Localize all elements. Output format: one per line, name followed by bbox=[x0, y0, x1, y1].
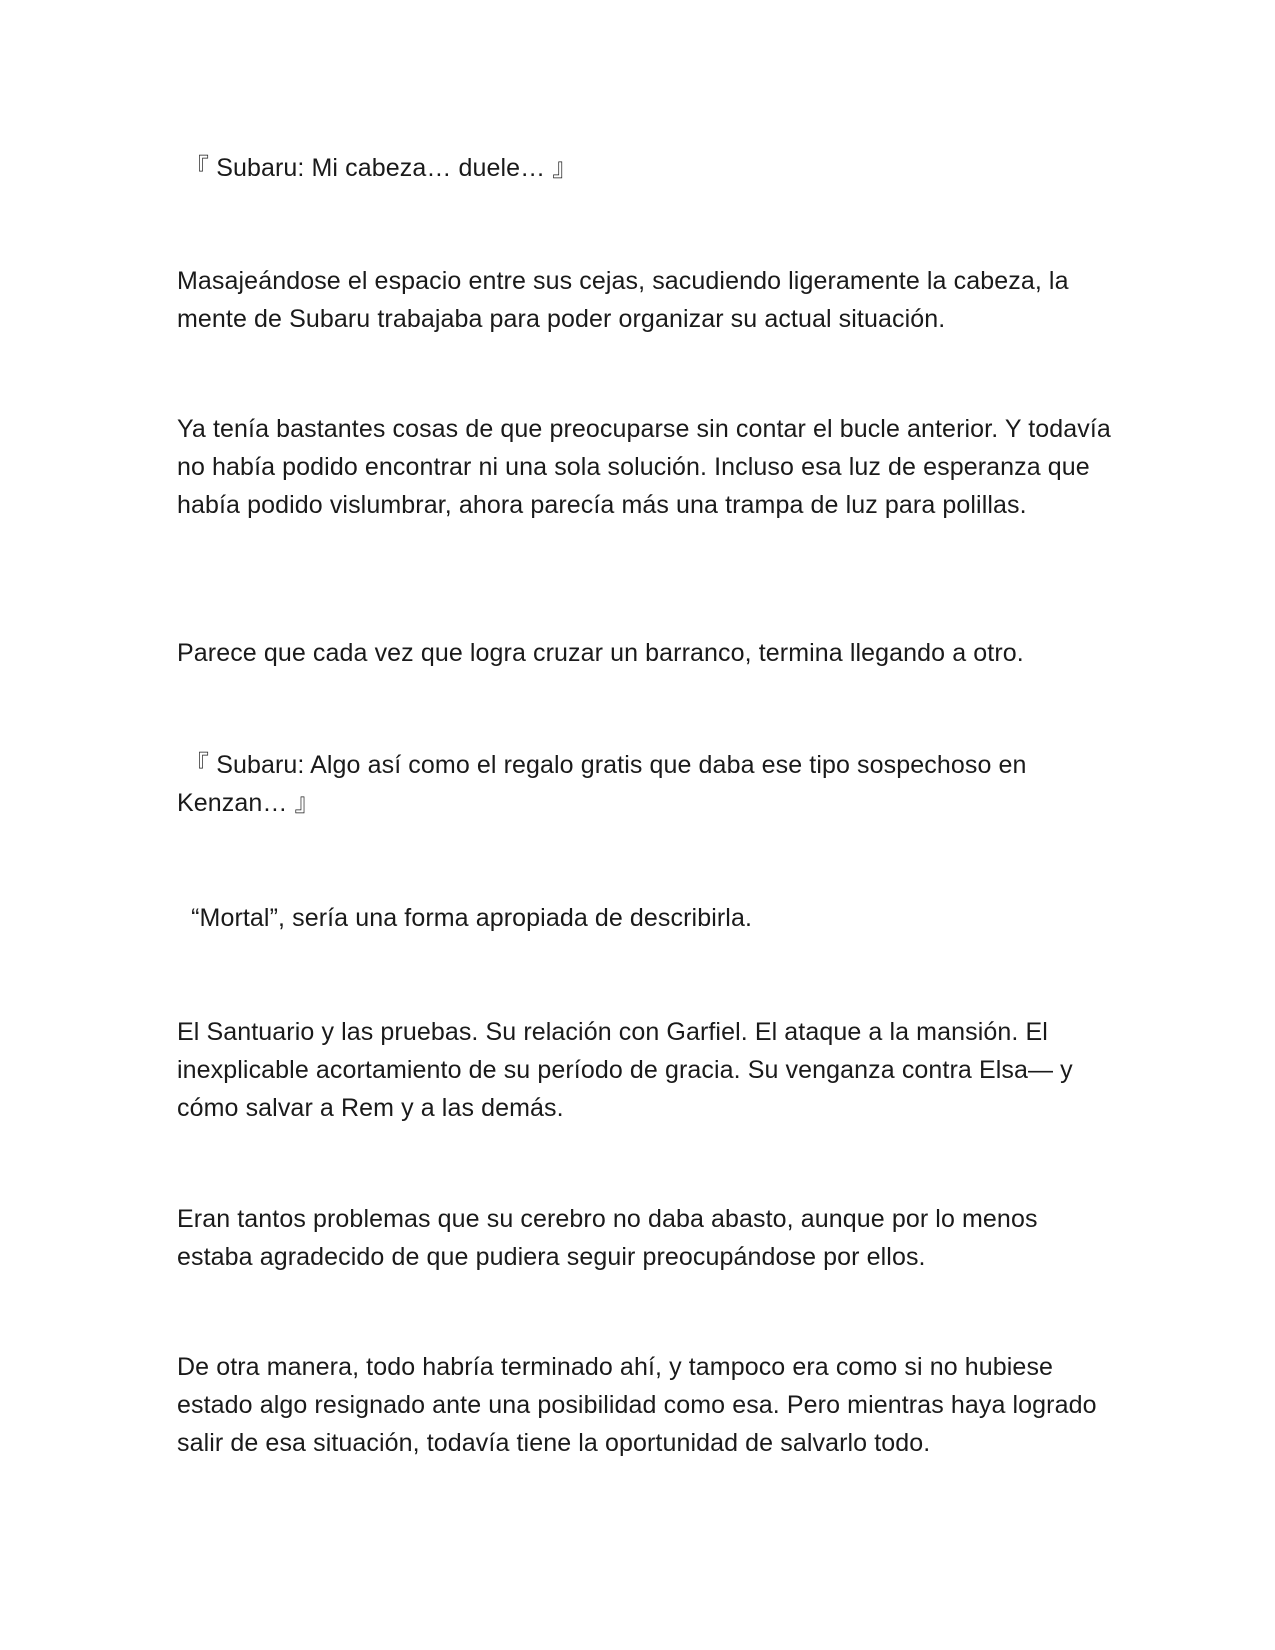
narration-paragraph: “Mortal”, sería una forma apropiada de describirla. bbox=[177, 904, 753, 932]
narration-paragraph: Masajeándose el espacio entre sus cejas, sacudiendo ligeramente la cabeza, la mente de Subaru trabajaba para poder organizar su actual situación. bbox=[177, 267, 1069, 333]
narration-paragraph: Parece que cada vez que logra cruzar un barranco, termina llegando a otro. bbox=[177, 639, 1024, 667]
dialogue-paragraph: 『 Subaru: Mi cabeza… duele… 』 bbox=[177, 154, 578, 182]
narration-paragraph: De otra manera, todo habría terminado ahí, y tampoco era como si no hubiese estado algo resignado ante una posibilidad como esa. Pero mientras haya logrado salir de esa situación, todavía tiene la oportunidad de salvarlo todo. bbox=[177, 1353, 1097, 1457]
narration-paragraph: Eran tantos problemas que su cerebro no daba abasto, aunque por lo menos estaba agradecido de que pudiera seguir preocupándose por ellos. bbox=[177, 1205, 1038, 1271]
narration-paragraph: El Santuario y las pruebas. Su relación con Garfiel. El ataque a la mansión. El inexplicable acortamiento de su período de gracia. Su venganza contra Elsa— y cómo salvar a Rem y a las demás. bbox=[177, 1018, 1073, 1122]
narration-paragraph: Ya tenía bastantes cosas de que preocuparse sin contar el bucle anterior. Y todavía no había podido encontrar ni una sola solución. Incluso esa luz de esperanza que había podido vislumbrar, ahora parecía más una trampa de luz para polillas. bbox=[177, 415, 1111, 519]
dialogue-paragraph: 『 Subaru: Algo así como el regalo gratis que daba ese tipo sospechoso en Kenzan… 』 bbox=[177, 751, 1027, 817]
